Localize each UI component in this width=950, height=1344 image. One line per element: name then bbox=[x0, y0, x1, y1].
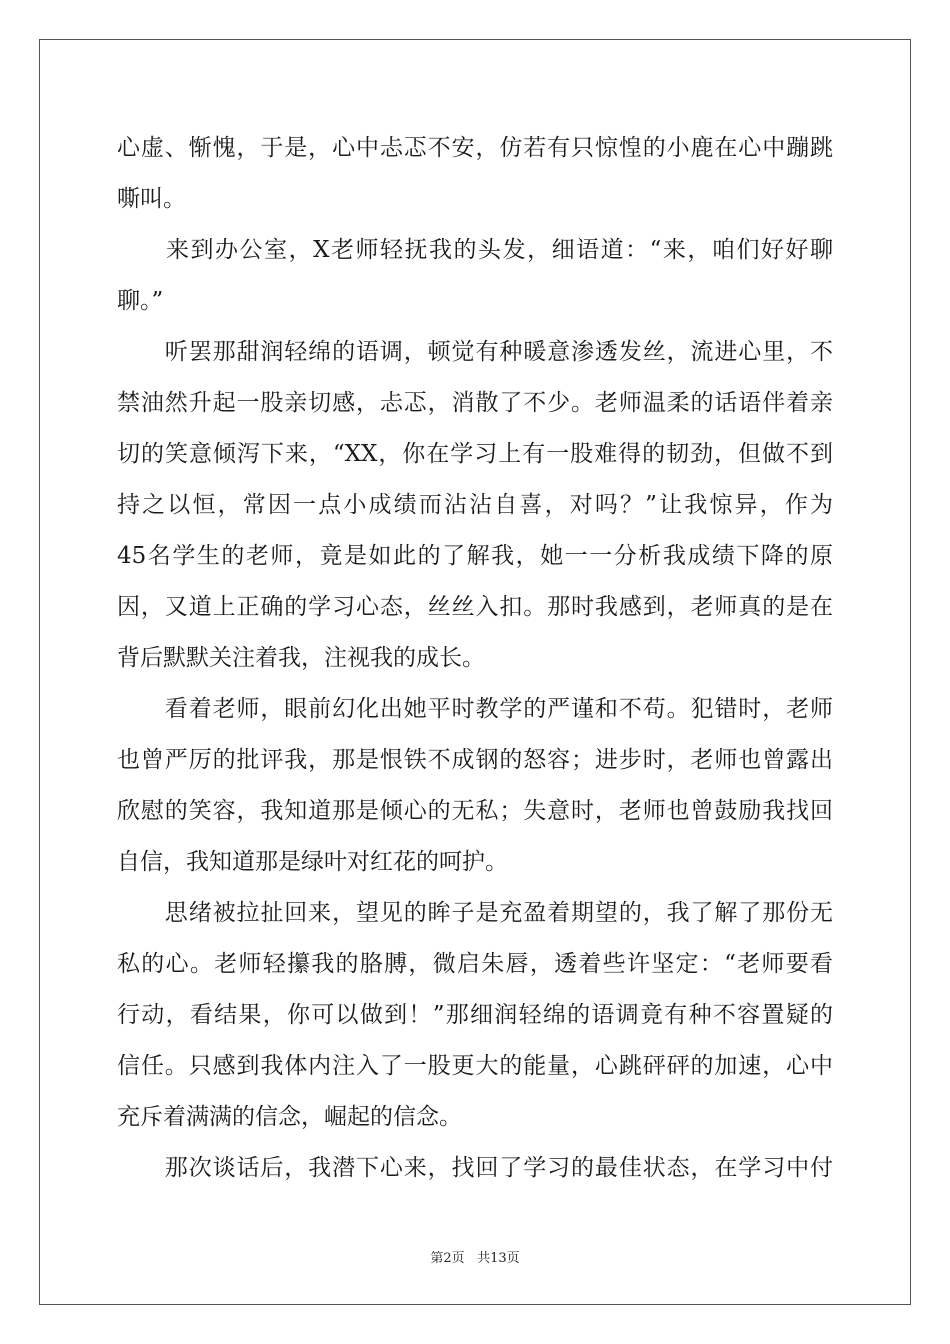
text-line: 自信，我知道那是绿叶对红花的呵护。 bbox=[117, 849, 508, 875]
text-line: 私的心。老师轻攥我的胳膊，微启朱唇，透着些许坚定：“老师要看 bbox=[117, 951, 833, 977]
text-line: 也曾严厉的批评我，那是恨铁不成钢的怒容；进步时，老师也曾露出 bbox=[117, 747, 833, 773]
page-number: 第2页 bbox=[430, 1251, 465, 1266]
text-line: 背后默默关注着我，注视我的成长。 bbox=[117, 645, 485, 671]
text-line: 45名学生的老师，竟是如此的了解我，她一一分析我成绩下降的原 bbox=[117, 543, 833, 569]
text-line: 听罢那甜润轻绵的语调，顿觉有种暖意渗透发丝，流进心里，不 bbox=[117, 339, 833, 365]
text-line: 心虚、惭愧，于是，心中忐忑不安，仿若有只惊惶的小鹿在心中蹦跳 bbox=[117, 135, 833, 161]
text-line: 嘶叫。 bbox=[117, 186, 186, 212]
page-total: 共13页 bbox=[477, 1251, 520, 1266]
text-line: 切的笑意倾泻下来，“XX，你在学习上有一股难得的韧劲，但做不到 bbox=[117, 441, 833, 467]
text-line: 欣慰的笑容，我知道那是倾心的无私；失意时，老师也曾鼓励我找回 bbox=[117, 798, 833, 824]
text-line: 来到办公室，X老师轻抚我的头发，细语道：“来，咱们好好聊 bbox=[117, 237, 833, 263]
text-line: 信任。只感到我体内注入了一股更大的能量，心跳砰砰的加速，心中 bbox=[117, 1053, 833, 1079]
text-line: 聊。” bbox=[117, 288, 164, 314]
text-line: 看着老师，眼前幻化出她平时教学的严谨和不苟。犯错时，老师 bbox=[117, 696, 833, 722]
page-footer bbox=[0, 1247, 950, 1266]
text-line: 因，又道上正确的学习心态，丝丝入扣。那时我感到，老师真的是在 bbox=[117, 594, 833, 620]
text-line: 禁油然升起一股亲切感，忐忑，消散了不少。老师温柔的话语伴着亲 bbox=[117, 390, 833, 416]
text-line: 行动，看结果，你可以做到！”那细润轻绵的语调竟有种不容置疑的 bbox=[117, 1002, 833, 1028]
text-line: 思绪被拉扯回来，望见的眸子是充盈着期望的，我了解了那份无 bbox=[117, 900, 833, 926]
text-line: 充斥着满满的信念，崛起的信念。 bbox=[117, 1104, 462, 1130]
text-line: 持之以恒，常因一点小成绩而沾沾自喜，对吗？”让我惊异，作为 bbox=[117, 492, 833, 518]
text-line: 那次谈话后，我潜下心来，找回了学习的最佳状态，在学习中付 bbox=[117, 1155, 833, 1181]
